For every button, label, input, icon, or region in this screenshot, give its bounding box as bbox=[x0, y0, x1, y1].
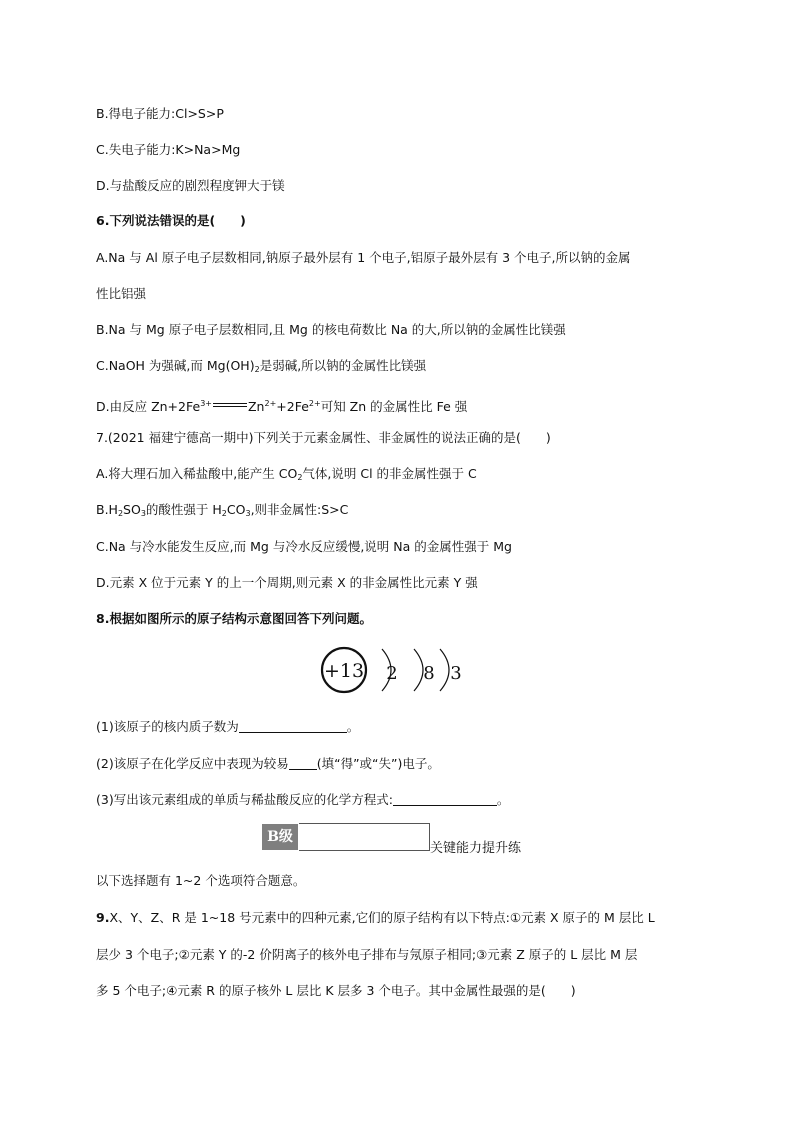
q9-line-1: 9.X、Y、Z、R 是 1~18 号元素中的四种元素,它们的原子结构有以下特点:①元素 X 原子的 M 层比 L bbox=[96, 910, 655, 925]
q8-stem: 8.根据如图所示的原子结构示意图回答下列问题。 bbox=[96, 611, 372, 626]
q7-option-a: A.将大理石加入稀盐酸中,能产生 $CO_2$气体,说明 Cl 的非金属性强于 C bbox=[96, 466, 477, 482]
q6-option-b: B.Na 与 Mg 原子电子层数相同,且 Mg 的核电荷数比 Na 的大,所以钠的金属性比镁强 bbox=[96, 322, 566, 337]
q5-option-c: C.失电子能力:K>Na>Mg bbox=[96, 142, 241, 157]
q6-option-a-line1: A.Na 与 Al 原子电子层数相同,钠原子最外层有 1 个电子,铝原子最外层有 3 个电子,所以钠的金属 bbox=[96, 250, 631, 265]
q6-stem: 6.下列说法错误的是( ) bbox=[96, 213, 246, 228]
equals-sign bbox=[213, 403, 247, 407]
q8-part-1: (1)该原子的核内质子数为 。 bbox=[96, 719, 360, 734]
instruction-note: 以下选择题有 1~2 个选项符合题意。 bbox=[96, 873, 306, 888]
answer-blank-2 bbox=[289, 755, 317, 770]
q8-part-2: (2)该原子在化学反应中表现为较易 (填“得”或“失”)电子。 bbox=[96, 756, 440, 771]
atomic-structure-diagram bbox=[318, 644, 478, 700]
shell-3-electrons: 3 bbox=[450, 663, 462, 684]
level-badge: B级 bbox=[262, 824, 298, 850]
shell-1-electrons: 2 bbox=[386, 663, 398, 684]
q5-option-d: D.与盐酸反应的剧烈程度钾大于镁 bbox=[96, 178, 285, 193]
q7-option-c: C.Na 与冷水能发生反应,而 Mg 与冷水反应缓慢,说明 Na 的金属性强于 Mg bbox=[96, 539, 512, 554]
shell-2-electrons: 8 bbox=[423, 663, 435, 684]
answer-blank-1 bbox=[239, 718, 347, 733]
section-title: 关键能力提升练 bbox=[430, 841, 522, 856]
q6-option-c: C.NaOH 为强碱,而 $Mg(OH)_2$是弱碱,所以钠的金属性比镁强 bbox=[96, 358, 427, 374]
nucleus-charge: +13 bbox=[323, 660, 365, 682]
q7-option-b: $B.H_2SO_3$的酸性强于 $H_2CO_3$,则非金属性:S>C bbox=[96, 502, 349, 518]
section-title-box bbox=[299, 823, 430, 851]
electron-shell-2-arc bbox=[414, 649, 423, 691]
q7-option-d: D.元素 X 位于元素 Y 的上一个周期,则元素 X 的非金属性比元素 Y 强 bbox=[96, 575, 478, 590]
q7-stem: 7.(2021 福建宁德高一期中)下列关于元素金属性、非金属性的说法正确的是( ) bbox=[96, 430, 551, 445]
answer-blank-3 bbox=[393, 791, 497, 806]
q9-line-3: 多 5 个电子;④元素 R 的原子核外 L 层比 K 层多 3 个电子。其中金属性最强的是( ) bbox=[96, 983, 576, 998]
q9-line-2: 层少 3 个电子;②元素 Y 的-2 价阴离子的核外电子排布与氖原子相同;③元素 Z 原子的 L 层比 M 层 bbox=[96, 947, 638, 962]
electron-shell-3-arc bbox=[440, 649, 449, 691]
q6-option-a-line2: 性比铝强 bbox=[96, 286, 147, 301]
q8-part-3: (3)写出该元素组成的单质与稀盐酸反应的化学方程式: 。 bbox=[96, 792, 510, 807]
q6-option-d: D.由反应 $Zn+2Fe^{3+}$ $Zn^{2+}+2Fe^{2+}$可知 Zn 的金属性比 Fe 强 bbox=[96, 399, 468, 414]
q5-option-b: B.得电子能力:Cl>S>P bbox=[96, 106, 224, 121]
